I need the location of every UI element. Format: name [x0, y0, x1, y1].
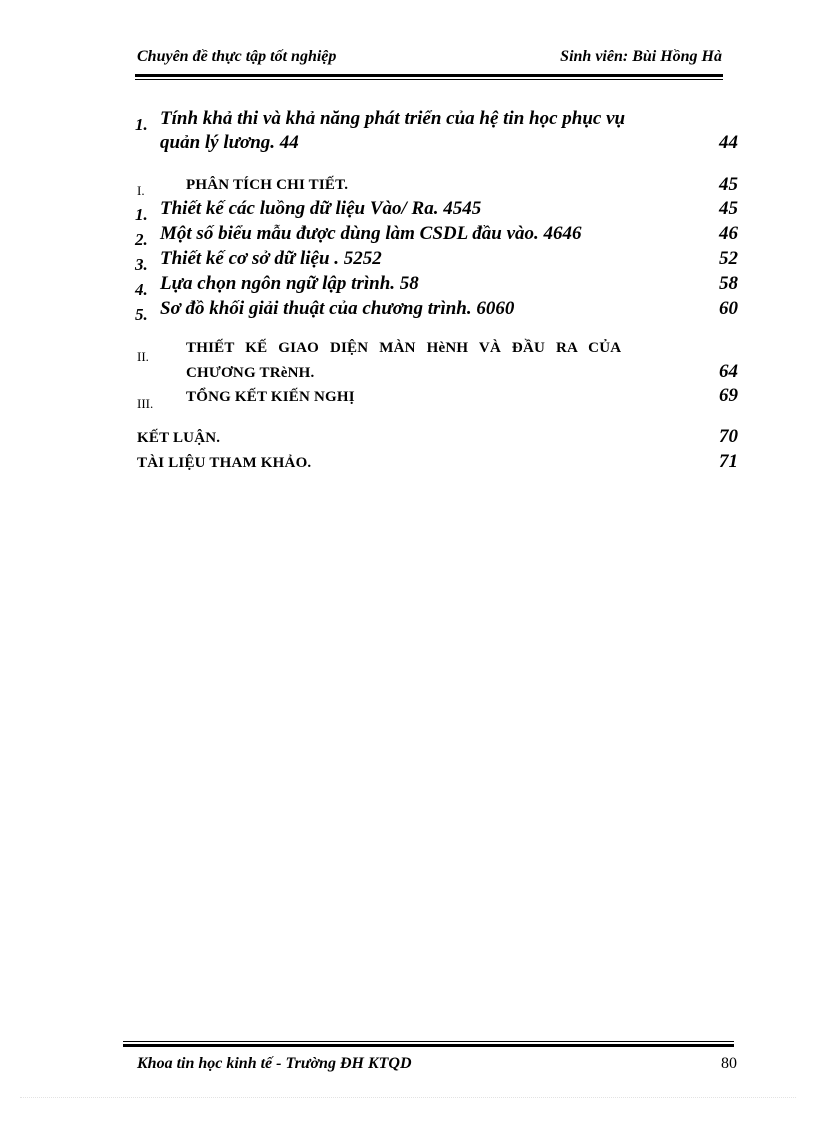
header-title: Chuyên đề thực tập tốt nghiệp [137, 48, 337, 65]
footer-rule-thin [123, 1041, 734, 1042]
toc-chapter-page: 70 [719, 426, 738, 447]
page-header [137, 48, 722, 70]
toc-section-page: 45 [719, 174, 738, 195]
toc-chapter-text: TÀI LIỆU THAM KHẢO. [137, 455, 312, 471]
toc-entry-page: 52 [719, 248, 738, 269]
toc-entry-page: 45 [719, 198, 738, 219]
toc-entry-page: 58 [719, 273, 738, 294]
page-bottom-divider [20, 1097, 796, 1098]
toc-entry-number: 4. [135, 280, 148, 299]
toc-entry-text: Lựa chọn ngôn ngữ lập trình. 58 [160, 273, 419, 294]
toc-section-text-cont: CHƯƠNG TRèNH. [186, 365, 315, 381]
toc-section-number: III. [137, 396, 154, 411]
toc-entry-page: 44 [719, 132, 738, 153]
toc-entry-number: 5. [135, 305, 148, 324]
toc-section-text: TỔNG KẾT KIẾN NGHỊ [186, 389, 355, 405]
toc-section-number: II. [137, 349, 149, 364]
toc-section-number: I. [137, 183, 145, 198]
toc-section-text: PHÂN TÍCH CHI TIẾT. [186, 177, 349, 193]
header-author: Sinh viên: Bùi Hồng Hà [560, 48, 722, 65]
header-rule-thin [135, 79, 723, 80]
toc-entry-number: 2. [135, 230, 148, 249]
toc-entry-text: Thiết kế cơ sở dữ liệu . 5252 [160, 248, 382, 269]
toc-entry-text: Sơ đồ khối giải thuật của chương trình. 6060 [160, 298, 515, 319]
toc-section-page: 64 [719, 361, 738, 382]
footer-faculty: Khoa tin học kinh tế - Trường ĐH KTQD [137, 1055, 412, 1072]
toc-chapter-page: 71 [719, 451, 738, 472]
toc-entry-number: 3. [135, 255, 148, 274]
toc-entry-number: 1. [135, 205, 148, 224]
toc-entry-text-cont: quản lý lương. 44 [160, 132, 299, 153]
toc-section-page: 69 [719, 385, 738, 406]
footer-page-number: 80 [721, 1055, 737, 1072]
toc-entry-page: 60 [719, 298, 738, 319]
footer-rule-thick [123, 1044, 734, 1047]
toc-entry-text: Thiết kế các luồng dữ liệu Vào/ Ra. 4545 [160, 198, 482, 219]
toc-entry-text: Một số biểu mẫu được dùng làm CSDL đầu vào. 4646 [160, 223, 582, 244]
toc-entry-text: Tính khả thi và khả năng phát triển của hệ tin học phục vụ [160, 108, 626, 129]
toc-chapter-text: KẾT LUẬN. [137, 430, 221, 446]
toc-entry-number: 1. [135, 115, 148, 134]
header-rule-thick [135, 74, 723, 77]
toc-section-text: THIẾT KẾ GIAO DIỆN MÀN HèNH VÀ ĐẦU RA CỦA [186, 340, 622, 356]
toc-entry-page: 46 [719, 223, 738, 244]
